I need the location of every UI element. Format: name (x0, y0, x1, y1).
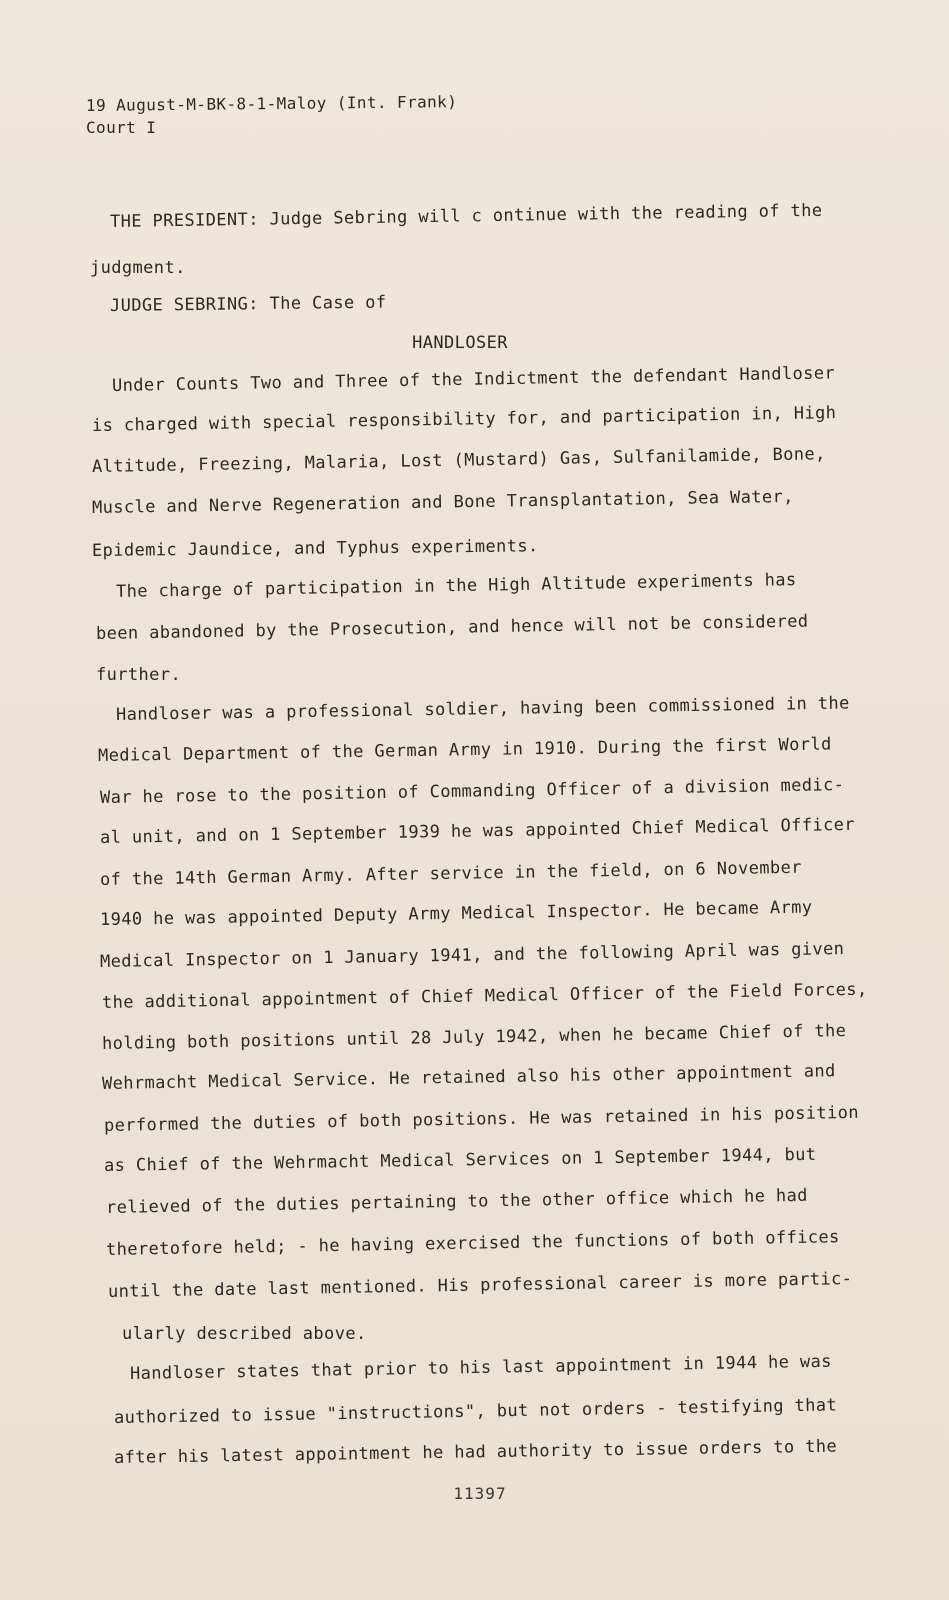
body-line: Epidemic Jaundice, and Typhus experiments. (91, 536, 539, 561)
body-line: as Chief of the Wehrmacht Medical Services on 1 September 1944, but (103, 1144, 817, 1176)
section-heading: HANDLOSER (412, 333, 508, 353)
body-line: The charge of participation in the High Altitude experiments has (115, 570, 797, 602)
body-line: JUDGE SEBRING: The Case of (109, 292, 387, 316)
body-line: relieved of the duties pertaining to the other office which he had (105, 1185, 808, 1218)
body-line: ularly described above. (122, 1324, 367, 1344)
body-line: the additional appointment of Chief Medical Officer of the Field Forces, (101, 979, 868, 1013)
body-line: performed the duties of both positions. He was retained in his position (103, 1102, 860, 1136)
body-line: Altitude, Freezing, Malaria, Lost (Mustard) Gas, Sulfanilamide, Bone, (91, 444, 826, 477)
body-line: after his latest appointment he had authority to issue orders to the (113, 1436, 838, 1468)
body-line: Under Counts Two and Three of the Indictment the defendant Handloser (111, 363, 836, 396)
body-line: Wehrmacht Medical Service. He retained also his other appointment and (101, 1061, 836, 1094)
header-line-1: 19 August-M-BK-8-1-Maloy (Int. Frank) (85, 92, 458, 115)
body-line: Handloser states that prior to his last appointment in 1944 he was (129, 1351, 832, 1384)
body-line: THE PRESIDENT: Judge Sebring will c ontinue with the reading of the (109, 200, 823, 232)
body-line: of the 14th German Army. After service in the field, on 6 November (99, 857, 802, 890)
body-line: judgment. (90, 258, 186, 278)
body-line: theretofore held; - he having exercised the functions of both offices (105, 1227, 840, 1260)
body-line: Medical Inspector on 1 January 1941, and the following April was given (99, 939, 845, 972)
body-line: authorized to issue "instructions", but not orders - testifying that (113, 1395, 838, 1428)
body-line: al unit, and on 1 September 1939 he was appointed Chief Medical Officer (99, 814, 856, 848)
body-line: 1940 he was appointed Deputy Army Medical Inspector. He became Army (99, 897, 813, 930)
body-line: War he rose to the position of Commanding Officer of a division medic- (99, 775, 845, 808)
body-line: Handloser was a professional soldier, having been commissioned in the (115, 693, 850, 725)
body-line: Muscle and Nerve Regeneration and Bone Transplantation, Sea Water, (91, 486, 794, 518)
body-line: holding both positions until 28 July 1942, when he became Chief of the (101, 1021, 847, 1054)
body-line: until the date last mentioned. His professional career is more partic- (107, 1269, 853, 1302)
body-line: been abandoned by the Prosecution, and hence will not be considered (95, 611, 809, 644)
body-line: Medical Department of the German Army in 1910. During the first World (97, 734, 832, 766)
body-line: is charged with special responsibility for, and participation in, High (91, 403, 837, 436)
header-line-2: Court I (86, 118, 157, 137)
page-number: 11397 (453, 1484, 507, 1503)
body-line: further. (96, 665, 182, 685)
